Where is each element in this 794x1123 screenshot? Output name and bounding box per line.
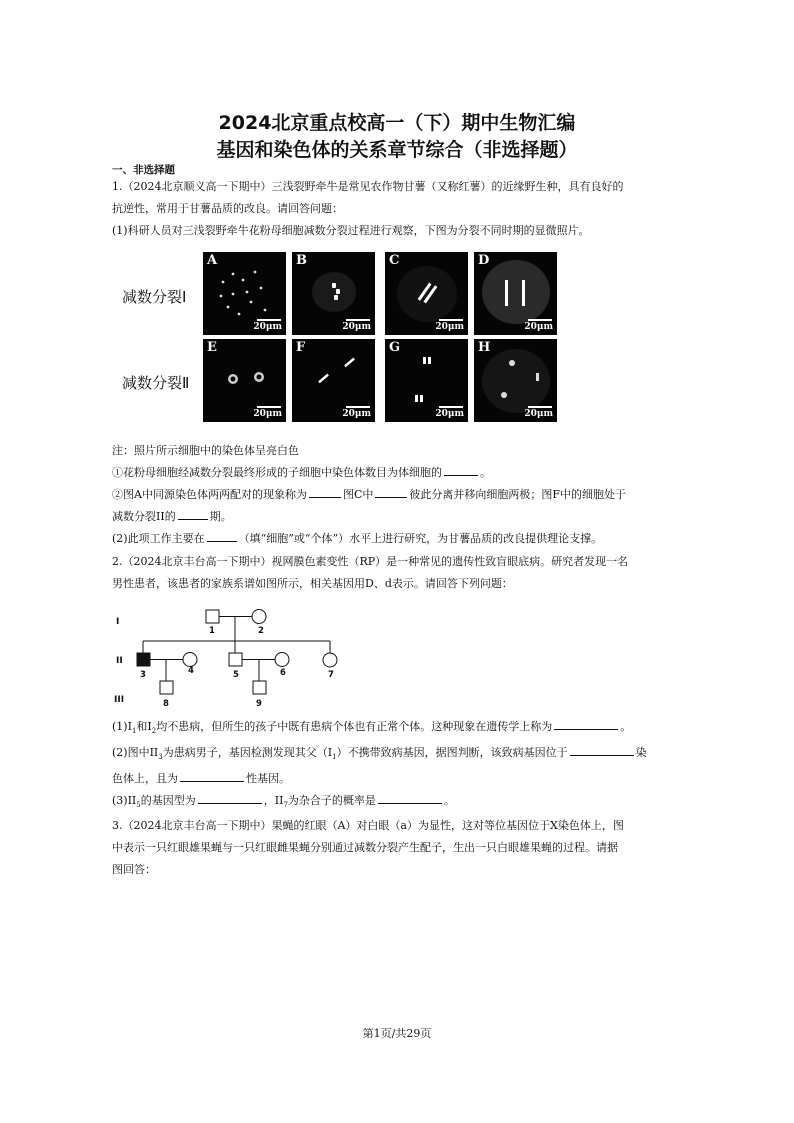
scale-bar-label: 20μm	[524, 322, 553, 332]
q3-stem-line-2: 中表示一只红眼雄果蝇与一只红眼雌果蝇分别通过减数分裂产生配子，生出一只白眼雄果蝇的过程。请据	[112, 841, 618, 854]
q2-part-1: $(1)I_1$和$I_2$均不患病，但所生的孩子中既有患病个体也有正常个体。这种现象在遗传学上称为 。	[112, 716, 688, 742]
question-1	[112, 176, 688, 242]
micrograph-panel-a	[203, 252, 286, 335]
q2-part-3: $(3)II_5$的基因型为 ，$II_7$为杂合子的概率是 。	[112, 790, 688, 816]
q1-sub-2: ②图A中同源染色体两两配对的现象称为 图C中 彼此分离并移向细胞两极；图F中的细胞处于	[112, 484, 688, 506]
answer-blank[interactable]	[570, 742, 634, 756]
scale-bar-label: 20μm	[253, 409, 282, 419]
answer-blank[interactable]	[375, 484, 407, 498]
answer-blank[interactable]	[554, 716, 618, 730]
panel-letter: B	[296, 253, 307, 268]
q3-stem-line-3: 图回答：	[112, 863, 156, 876]
question-3	[112, 815, 688, 881]
q1-part-2: (2)此项工作主要在 （填“细胞”或“个体”）水平上进行研究，为甘薯品质的改良提供理论支撑。	[112, 528, 688, 550]
scale-bar-line	[528, 319, 552, 321]
svg-text:9: 9	[256, 699, 262, 709]
q1-sub-2-cont: 减数分裂II的 期。	[112, 506, 688, 528]
answer-blank[interactable]	[444, 462, 478, 476]
micrograph-panel-g	[385, 339, 468, 422]
scale-bar-label: 20μm	[342, 322, 371, 332]
svg-text:6: 6	[280, 668, 286, 678]
pedigree-chart	[110, 605, 370, 710]
scale-bar-label: 20μm	[524, 409, 553, 419]
micrograph-panel-h	[474, 339, 557, 422]
micrograph-panel-d	[474, 252, 557, 335]
gen-label-II: II	[116, 656, 123, 666]
page-footer: 第1页/共29页	[362, 1027, 432, 1040]
answer-blank[interactable]	[178, 506, 208, 520]
scale-bar-label: 20μm	[435, 322, 464, 332]
q2-part-2-cont: 色体上，且为 性基因。	[112, 768, 688, 790]
q2-subquestions	[112, 716, 688, 817]
individual-8-male	[160, 681, 173, 694]
panel-letter: A	[207, 253, 218, 268]
q1-stem-line-1: 1.（2024北京顺义高一下期中）三浅裂野牵牛是常见农作物甘薯（又称红薯）的近缘野生种，具有良好的	[112, 180, 624, 193]
q2-stem-line-1: 2.（2024北京丰台高一下期中）视网膜色素变性（RP）是一种常见的遗传性致盲眼底病。研究者发现一名	[112, 555, 629, 568]
individual-4-female	[183, 653, 197, 667]
scale-bar-line	[528, 406, 552, 408]
scale-bar-line	[257, 319, 281, 321]
section-heading: 一、非选择题	[112, 164, 175, 176]
individual-3-affected-male	[137, 653, 150, 666]
individual-9-male	[253, 681, 266, 694]
q3-stem-line-1: 3.（2024北京丰台高一下期中）果蝇的红眼（A）对白眼（a）为显性，这对等位基因位于X染色体上，图	[112, 819, 624, 832]
scale-bar-line	[346, 319, 370, 321]
question-2	[112, 551, 688, 595]
panel-letter: H	[478, 340, 491, 355]
gen-label-I: I	[116, 617, 120, 627]
q2-stem-line-2: 男性患者，该患者的家族系谱如图所示，相关基因用D、d表示。请回答下列问题：	[112, 577, 513, 590]
scale-bar-line	[439, 406, 463, 408]
meiosis-1-label: 减数分裂Ⅰ	[122, 288, 187, 306]
scale-bar-label: 20μm	[435, 409, 464, 419]
micrograph-panel-e	[203, 339, 286, 422]
individual-2-female	[252, 610, 266, 624]
q1-part-1: (1)科研人员对三浅裂野牵牛花粉母细胞减数分裂过程进行观察，下图为分裂不同时期的显微照片。	[112, 224, 590, 237]
answer-blank[interactable]	[378, 790, 442, 804]
scale-bar-line	[439, 319, 463, 321]
svg-text:4: 4	[188, 666, 194, 676]
document-title-line-2: 基因和染色体的关系章节综合（非选择题）	[216, 139, 578, 161]
svg-text:1: 1	[209, 626, 215, 636]
svg-text:3: 3	[140, 670, 146, 680]
svg-text:2: 2	[258, 626, 264, 636]
individual-7-female	[323, 653, 337, 667]
panel-letter: G	[389, 340, 401, 355]
scale-bar-line	[346, 406, 370, 408]
individual-5-male	[229, 653, 242, 666]
q1-stem-line-2: 抗逆性，常用于甘薯品质的改良。请回答问题：	[112, 202, 343, 215]
panel-letter: C	[389, 253, 400, 268]
q1-subquestions	[112, 440, 688, 550]
panel-letter: D	[478, 253, 490, 268]
figure-note: 注：照片所示细胞中的染色体呈亮白色	[112, 444, 299, 457]
scale-bar-label: 20μm	[253, 322, 282, 332]
svg-text:8: 8	[163, 699, 169, 709]
scale-bar-line	[257, 406, 281, 408]
panel-letter: F	[296, 340, 306, 355]
answer-blank[interactable]	[198, 790, 262, 804]
scale-bar-label: 20μm	[342, 409, 371, 419]
meiosis-2-label: 减数分裂Ⅱ	[122, 374, 190, 392]
svg-text:5: 5	[233, 670, 239, 680]
micrograph-panel-b	[292, 252, 375, 335]
individual-6-female	[275, 653, 289, 667]
gen-label-III: III	[114, 695, 125, 705]
q2-part-2: (2)图中$II_3$为患病男子，基因检测发现其父$(I_1)$不携带致病基因，据图判断，该致病基因位于 染	[112, 742, 688, 768]
svg-text:7: 7	[328, 670, 334, 680]
individual-1-male	[206, 610, 219, 623]
answer-blank[interactable]	[207, 528, 237, 542]
micrograph-panel-c	[385, 252, 468, 335]
answer-blank[interactable]	[180, 768, 244, 782]
micrograph-panel-f	[292, 339, 375, 422]
document-title-line-1: 2024北京重点校高一（下）期中生物汇编	[218, 112, 576, 134]
q1-sub-1: ①花粉母细胞经减数分裂最终形成的子细胞中染色体数目为体细胞的 。	[112, 462, 688, 484]
answer-blank[interactable]	[309, 484, 341, 498]
panel-letter: E	[207, 340, 217, 355]
